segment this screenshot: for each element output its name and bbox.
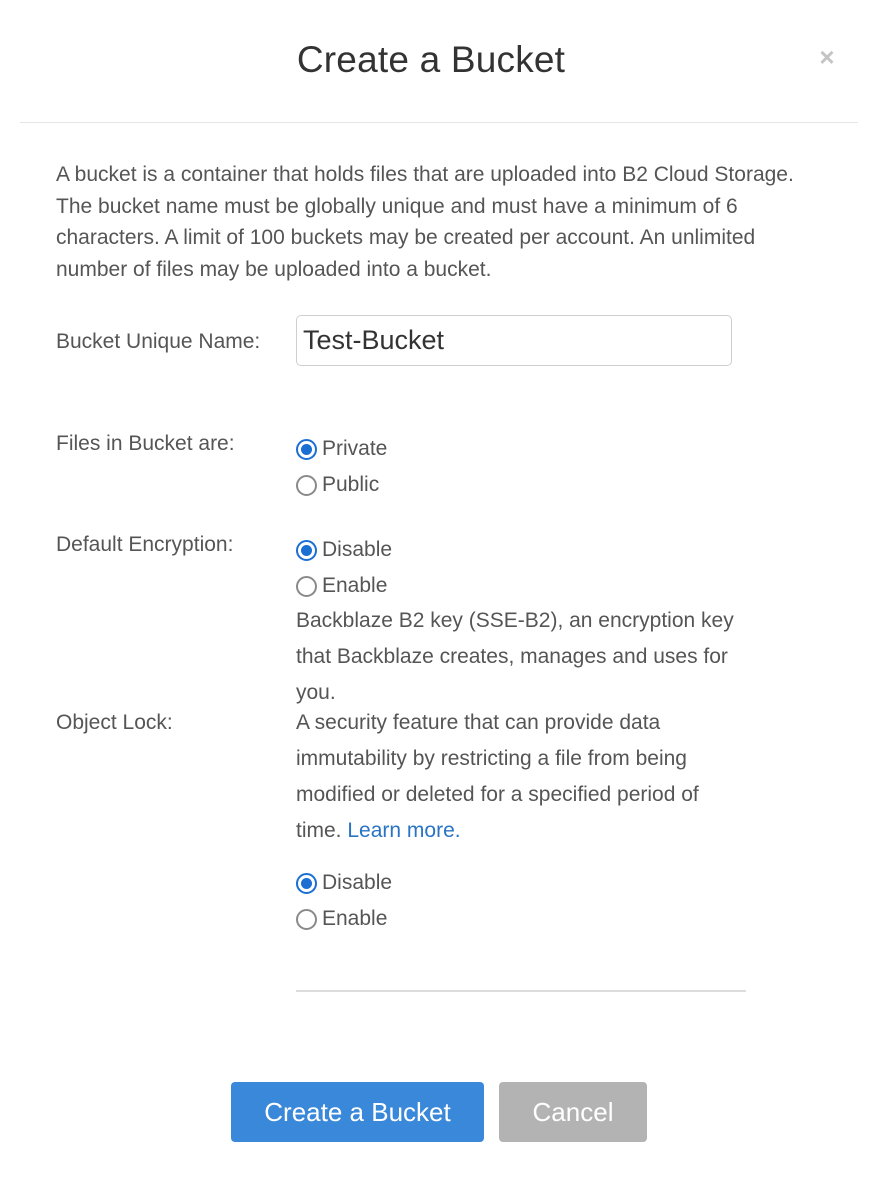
radio-public-indicator[interactable] xyxy=(296,475,317,496)
radio-private[interactable] xyxy=(296,435,387,463)
header-divider xyxy=(20,122,858,123)
radio-private-label: Private xyxy=(322,437,388,460)
section-divider xyxy=(296,990,746,992)
radio-lock-enable-label: Enable xyxy=(322,907,388,930)
bucket-name-input[interactable] xyxy=(296,315,732,366)
radio-encryption-enable-indicator[interactable] xyxy=(296,576,317,597)
object-lock-description xyxy=(296,705,716,849)
radio-public[interactable] xyxy=(296,471,379,499)
radio-encryption-enable[interactable] xyxy=(296,572,387,600)
close-icon[interactable]: × xyxy=(819,42,835,72)
radio-lock-disable[interactable] xyxy=(296,869,392,897)
bucket-name-label: Bucket Unique Name: xyxy=(56,330,261,353)
radio-encryption-disable-label: Disable xyxy=(322,538,393,561)
radio-lock-enable-indicator[interactable] xyxy=(296,909,317,930)
radio-lock-disable-indicator[interactable] xyxy=(296,873,317,894)
intro-text: A bucket is a container that holds files that are uploaded into B2 Cloud Storage. The bucket name must be globally unique and must have a minimum of 6 characters. A limit of 100 buckets may be created per account. An unlimited number of files may be uploaded into a bucket. xyxy=(56,163,794,282)
files-visibility-label: Files in Bucket are: xyxy=(56,432,235,455)
radio-encryption-disable[interactable] xyxy=(296,536,392,564)
radio-encryption-enable-label: Enable xyxy=(322,574,388,597)
encryption-help-text: Backblaze B2 key (SSE-B2), an encryption key that Backblaze creates, manages and uses for you. xyxy=(296,609,734,704)
radio-private-indicator[interactable] xyxy=(296,439,317,460)
radio-encryption-disable-indicator[interactable] xyxy=(296,540,317,561)
learn-more-link[interactable]: Learn more. xyxy=(347,819,461,842)
radio-lock-disable-label: Disable xyxy=(322,871,393,894)
radio-public-label: Public xyxy=(322,473,380,496)
cancel-button[interactable]: Cancel xyxy=(499,1082,647,1142)
encryption-label: Default Encryption: xyxy=(56,533,234,556)
object-lock-description-text: A security feature that can provide data immutability by restricting a file from being modified or deleted for a specified period of time. xyxy=(296,711,699,842)
create-bucket-button[interactable]: Create a Bucket xyxy=(231,1082,484,1142)
radio-lock-enable[interactable] xyxy=(296,905,387,933)
dialog-title: Create a Bucket xyxy=(296,39,566,80)
object-lock-label: Object Lock: xyxy=(56,711,173,734)
